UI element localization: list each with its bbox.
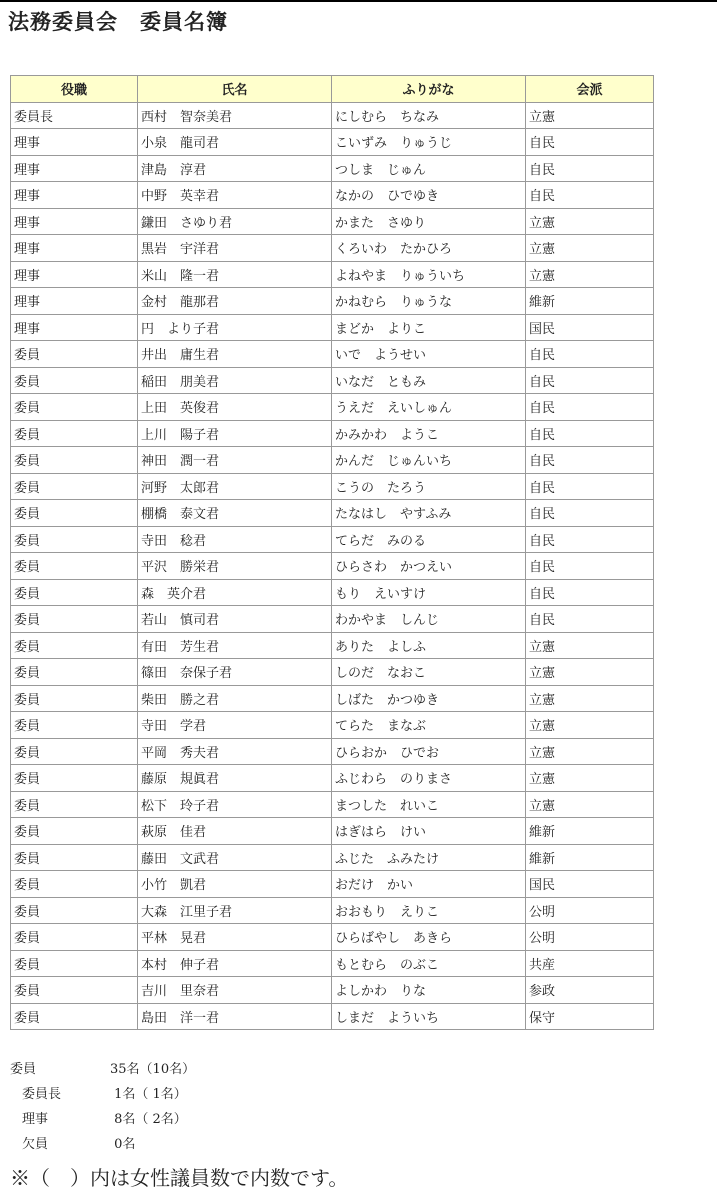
cell-furigana: つしま じゅん bbox=[332, 155, 526, 182]
cell-party: 維新 bbox=[526, 844, 654, 871]
cell-party: 共産 bbox=[526, 950, 654, 977]
member-table-body bbox=[11, 102, 654, 1030]
cell-name: 寺田 学君 bbox=[138, 712, 332, 739]
cell-party: 自民 bbox=[526, 129, 654, 156]
cell-furigana: にしむら ちなみ bbox=[332, 102, 526, 129]
member-table bbox=[10, 75, 654, 1030]
table-row bbox=[11, 182, 654, 209]
cell-party: 自民 bbox=[526, 341, 654, 368]
cell-name: 中野 英幸君 bbox=[138, 182, 332, 209]
top-rule bbox=[0, 0, 717, 2]
table-row bbox=[11, 314, 654, 341]
summary-value: 8名（ 2名） bbox=[110, 1112, 187, 1127]
cell-furigana: かねむら りゅうな bbox=[332, 288, 526, 315]
table-row bbox=[11, 1003, 654, 1030]
cell-name: 小竹 凱君 bbox=[138, 871, 332, 898]
table-row bbox=[11, 473, 654, 500]
summary-value: 35名（10名） bbox=[110, 1062, 196, 1077]
cell-party: 自民 bbox=[526, 420, 654, 447]
cell-name: 鎌田 さゆり君 bbox=[138, 208, 332, 235]
cell-position: 委員 bbox=[11, 685, 138, 712]
table-row bbox=[11, 791, 654, 818]
cell-furigana: こいずみ りゅうじ bbox=[332, 129, 526, 156]
cell-position: 理事 bbox=[11, 208, 138, 235]
cell-furigana: なかの ひでゆき bbox=[332, 182, 526, 209]
cell-party: 保守 bbox=[526, 1003, 654, 1030]
table-row bbox=[11, 579, 654, 606]
cell-party: 参政 bbox=[526, 977, 654, 1004]
cell-name: 上田 英俊君 bbox=[138, 394, 332, 421]
table-header-row bbox=[11, 76, 654, 103]
cell-position: 委員 bbox=[11, 950, 138, 977]
cell-furigana: ありた よしふ bbox=[332, 632, 526, 659]
cell-furigana: しまだ よういち bbox=[332, 1003, 526, 1030]
cell-furigana: よねやま りゅういち bbox=[332, 261, 526, 288]
cell-furigana: ひらおか ひでお bbox=[332, 738, 526, 765]
summary-vacancies bbox=[10, 1130, 195, 1155]
cell-position: 委員 bbox=[11, 473, 138, 500]
cell-party: 公明 bbox=[526, 924, 654, 951]
table-row bbox=[11, 844, 654, 871]
cell-name: 大森 江里子君 bbox=[138, 897, 332, 924]
table-row bbox=[11, 235, 654, 262]
summary-chair bbox=[10, 1080, 195, 1105]
cell-furigana: ふじた ふみたけ bbox=[332, 844, 526, 871]
cell-position: 委員 bbox=[11, 367, 138, 394]
cell-furigana: てらだ みのる bbox=[332, 526, 526, 553]
cell-name: 若山 慎司君 bbox=[138, 606, 332, 633]
cell-party: 立憲 bbox=[526, 261, 654, 288]
page-title: 法務委員会 委員名簿 bbox=[8, 9, 228, 34]
cell-furigana: こうの たろう bbox=[332, 473, 526, 500]
cell-party: 国民 bbox=[526, 314, 654, 341]
cell-furigana: かんだ じゅんいち bbox=[332, 447, 526, 474]
cell-party: 立憲 bbox=[526, 208, 654, 235]
table-row bbox=[11, 606, 654, 633]
table-row bbox=[11, 685, 654, 712]
cell-party: 立憲 bbox=[526, 685, 654, 712]
table-row bbox=[11, 897, 654, 924]
cell-name: 藤原 規眞君 bbox=[138, 765, 332, 792]
cell-name: 寺田 稔君 bbox=[138, 526, 332, 553]
footnote: ※（ ）内は女性議員数で内数です。 bbox=[10, 1166, 349, 1190]
summary-directors bbox=[10, 1105, 195, 1130]
cell-party: 自民 bbox=[526, 447, 654, 474]
cell-position: 委員 bbox=[11, 394, 138, 421]
table-row bbox=[11, 394, 654, 421]
cell-position: 委員長 bbox=[11, 102, 138, 129]
cell-party: 立憲 bbox=[526, 632, 654, 659]
cell-party: 立憲 bbox=[526, 765, 654, 792]
cell-name: 黒岩 宇洋君 bbox=[138, 235, 332, 262]
table-row bbox=[11, 950, 654, 977]
cell-party: 維新 bbox=[526, 288, 654, 315]
cell-position: 委員 bbox=[11, 712, 138, 739]
cell-position: 理事 bbox=[11, 155, 138, 182]
cell-name: 有田 芳生君 bbox=[138, 632, 332, 659]
cell-name: 森 英介君 bbox=[138, 579, 332, 606]
cell-name: 平岡 秀夫君 bbox=[138, 738, 332, 765]
cell-position: 委員 bbox=[11, 447, 138, 474]
summary bbox=[10, 1055, 195, 1155]
cell-position: 委員 bbox=[11, 579, 138, 606]
cell-party: 自民 bbox=[526, 155, 654, 182]
cell-furigana: おだけ かい bbox=[332, 871, 526, 898]
cell-name: 小泉 龍司君 bbox=[138, 129, 332, 156]
table-row bbox=[11, 288, 654, 315]
table-row bbox=[11, 765, 654, 792]
cell-position: 委員 bbox=[11, 871, 138, 898]
cell-furigana: もり えいすけ bbox=[332, 579, 526, 606]
cell-party: 自民 bbox=[526, 182, 654, 209]
cell-name: 松下 玲子君 bbox=[138, 791, 332, 818]
cell-name: 平林 晃君 bbox=[138, 924, 332, 951]
summary-label: 委員長 bbox=[22, 1087, 62, 1102]
cell-name: 神田 潤一君 bbox=[138, 447, 332, 474]
cell-name: 篠田 奈保子君 bbox=[138, 659, 332, 686]
table-row bbox=[11, 447, 654, 474]
cell-furigana: わかやま しんじ bbox=[332, 606, 526, 633]
cell-party: 立憲 bbox=[526, 659, 654, 686]
table-row bbox=[11, 818, 654, 845]
table-row bbox=[11, 924, 654, 951]
cell-name: 本村 伸子君 bbox=[138, 950, 332, 977]
cell-party: 立憲 bbox=[526, 102, 654, 129]
cell-party: 立憲 bbox=[526, 791, 654, 818]
cell-name: 萩原 佳君 bbox=[138, 818, 332, 845]
cell-position: 理事 bbox=[11, 261, 138, 288]
cell-party: 自民 bbox=[526, 606, 654, 633]
cell-name: 井出 庸生君 bbox=[138, 341, 332, 368]
cell-party: 立憲 bbox=[526, 712, 654, 739]
cell-position: 理事 bbox=[11, 235, 138, 262]
table-row bbox=[11, 129, 654, 156]
cell-position: 理事 bbox=[11, 314, 138, 341]
table-row bbox=[11, 738, 654, 765]
table-row bbox=[11, 632, 654, 659]
cell-name: 柴田 勝之君 bbox=[138, 685, 332, 712]
cell-position: 委員 bbox=[11, 606, 138, 633]
cell-position: 委員 bbox=[11, 341, 138, 368]
cell-name: 吉川 里奈君 bbox=[138, 977, 332, 1004]
cell-furigana: しのだ なおこ bbox=[332, 659, 526, 686]
cell-furigana: くろいわ たかひろ bbox=[332, 235, 526, 262]
table-row bbox=[11, 155, 654, 182]
cell-name: 円 より子君 bbox=[138, 314, 332, 341]
cell-furigana: てらた まなぶ bbox=[332, 712, 526, 739]
cell-party: 自民 bbox=[526, 526, 654, 553]
cell-position: 委員 bbox=[11, 1003, 138, 1030]
header-position: 役職 bbox=[11, 76, 138, 103]
cell-position: 委員 bbox=[11, 500, 138, 527]
table-row bbox=[11, 712, 654, 739]
cell-furigana: もとむら のぶこ bbox=[332, 950, 526, 977]
cell-furigana: ふじわら のりまさ bbox=[332, 765, 526, 792]
cell-position: 委員 bbox=[11, 553, 138, 580]
header-party: 会派 bbox=[526, 76, 654, 103]
cell-position: 委員 bbox=[11, 924, 138, 951]
cell-furigana: いで ようせい bbox=[332, 341, 526, 368]
cell-party: 自民 bbox=[526, 579, 654, 606]
cell-furigana: ひらさわ かつえい bbox=[332, 553, 526, 580]
cell-name: 河野 太郎君 bbox=[138, 473, 332, 500]
cell-position: 委員 bbox=[11, 659, 138, 686]
cell-furigana: たなはし やすふみ bbox=[332, 500, 526, 527]
summary-label: 欠員 bbox=[22, 1137, 49, 1152]
cell-name: 上川 陽子君 bbox=[138, 420, 332, 447]
cell-party: 自民 bbox=[526, 473, 654, 500]
summary-value: 0名 bbox=[110, 1137, 136, 1152]
header-furigana: ふりがな bbox=[332, 76, 526, 103]
cell-furigana: しばた かつゆき bbox=[332, 685, 526, 712]
cell-party: 立憲 bbox=[526, 235, 654, 262]
cell-party: 自民 bbox=[526, 553, 654, 580]
summary-label: 理事 bbox=[22, 1112, 49, 1127]
cell-party: 維新 bbox=[526, 818, 654, 845]
cell-party: 自民 bbox=[526, 500, 654, 527]
cell-party: 国民 bbox=[526, 871, 654, 898]
cell-furigana: よしかわ りな bbox=[332, 977, 526, 1004]
cell-position: 委員 bbox=[11, 844, 138, 871]
cell-furigana: いなだ ともみ bbox=[332, 367, 526, 394]
header-name: 氏名 bbox=[138, 76, 332, 103]
table-row bbox=[11, 526, 654, 553]
cell-position: 委員 bbox=[11, 526, 138, 553]
table-row bbox=[11, 420, 654, 447]
cell-party: 自民 bbox=[526, 367, 654, 394]
cell-position: 理事 bbox=[11, 129, 138, 156]
cell-position: 委員 bbox=[11, 738, 138, 765]
cell-furigana: まどか よりこ bbox=[332, 314, 526, 341]
cell-name: 平沢 勝栄君 bbox=[138, 553, 332, 580]
cell-position: 委員 bbox=[11, 765, 138, 792]
cell-furigana: おおもり えりこ bbox=[332, 897, 526, 924]
cell-furigana: ひらばやし あきら bbox=[332, 924, 526, 951]
cell-name: 西村 智奈美君 bbox=[138, 102, 332, 129]
cell-position: 委員 bbox=[11, 791, 138, 818]
cell-position: 理事 bbox=[11, 182, 138, 209]
cell-position: 理事 bbox=[11, 288, 138, 315]
summary-label: 委員 bbox=[10, 1062, 37, 1077]
cell-furigana: まつした れいこ bbox=[332, 791, 526, 818]
cell-position: 委員 bbox=[11, 632, 138, 659]
cell-name: 棚橋 泰文君 bbox=[138, 500, 332, 527]
table-row bbox=[11, 871, 654, 898]
cell-furigana: はぎはら けい bbox=[332, 818, 526, 845]
cell-name: 金村 龍那君 bbox=[138, 288, 332, 315]
table-row bbox=[11, 500, 654, 527]
cell-position: 委員 bbox=[11, 420, 138, 447]
table-row bbox=[11, 659, 654, 686]
cell-position: 委員 bbox=[11, 977, 138, 1004]
cell-furigana: うえだ えいしゅん bbox=[332, 394, 526, 421]
table-row bbox=[11, 367, 654, 394]
cell-position: 委員 bbox=[11, 897, 138, 924]
table-row bbox=[11, 208, 654, 235]
table-row bbox=[11, 341, 654, 368]
summary-value: 1名（ 1名） bbox=[110, 1087, 187, 1102]
cell-furigana: かみかわ ようこ bbox=[332, 420, 526, 447]
cell-party: 公明 bbox=[526, 897, 654, 924]
cell-furigana: かまた さゆり bbox=[332, 208, 526, 235]
cell-name: 島田 洋一君 bbox=[138, 1003, 332, 1030]
table-row bbox=[11, 261, 654, 288]
cell-position: 委員 bbox=[11, 818, 138, 845]
table-row bbox=[11, 553, 654, 580]
cell-name: 米山 隆一君 bbox=[138, 261, 332, 288]
summary-members bbox=[10, 1055, 195, 1080]
cell-name: 津島 淳君 bbox=[138, 155, 332, 182]
table-row bbox=[11, 102, 654, 129]
cell-party: 立憲 bbox=[526, 738, 654, 765]
cell-party: 自民 bbox=[526, 394, 654, 421]
table-row bbox=[11, 977, 654, 1004]
cell-name: 稲田 朋美君 bbox=[138, 367, 332, 394]
cell-name: 藤田 文武君 bbox=[138, 844, 332, 871]
